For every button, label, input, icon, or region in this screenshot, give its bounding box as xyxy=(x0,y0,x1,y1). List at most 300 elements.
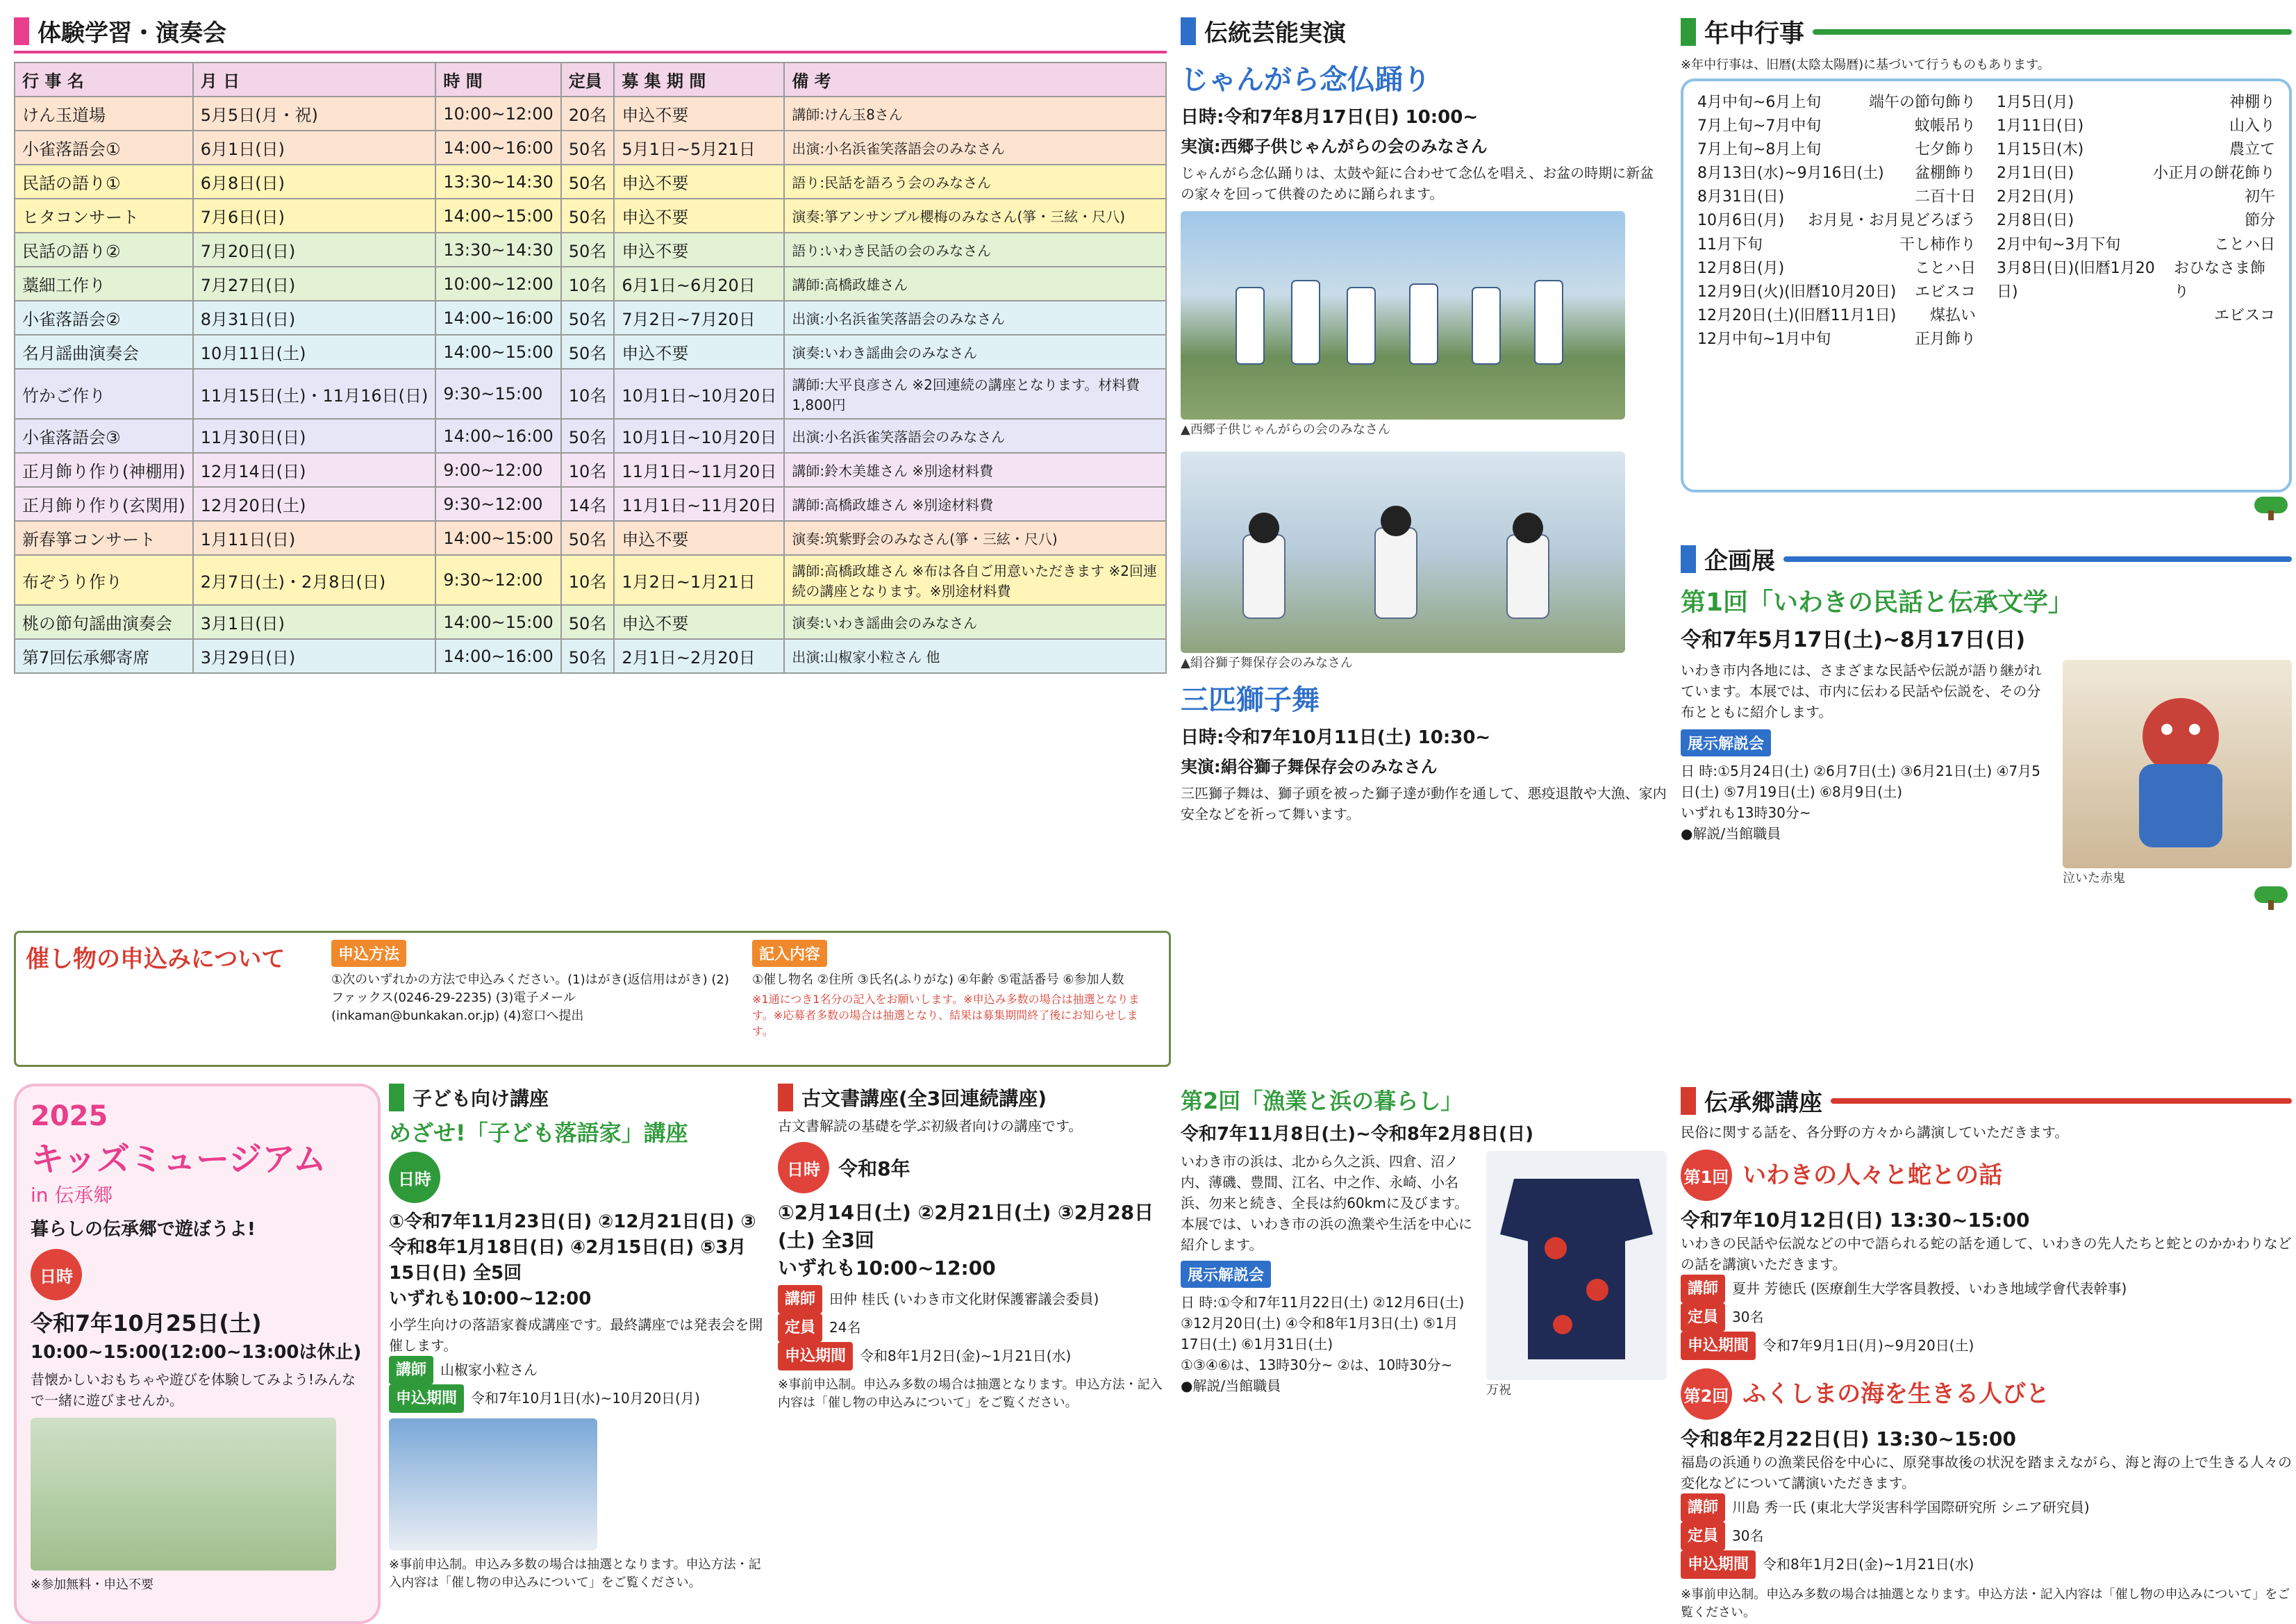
lecture-title: 伝承郷講座 xyxy=(1704,1089,1822,1117)
traditional-performance-panel xyxy=(1181,14,1667,1070)
table-cell: 演奏:いわき謡曲会のみなさん xyxy=(784,335,1166,369)
taiken-title: 体験学習・演奏会 xyxy=(38,19,226,47)
kodomo-photo xyxy=(389,1418,597,1550)
jangara-photo-figures xyxy=(1181,211,1625,420)
lecture-first-title: いわきの人々と蛇との話 xyxy=(1742,1161,2003,1189)
table-cell: 講師:高橋政雄さん xyxy=(784,267,1166,301)
heading-bar xyxy=(1783,556,2292,562)
table-cell: 14名 xyxy=(561,487,615,521)
table-cell: 14:00~15:00 xyxy=(435,199,560,233)
lecture-intro: 民俗に関する話を、各分野の方々から講演していただきます。 xyxy=(1681,1124,2069,1141)
table-cell: 講師:鈴木美雄さん ※別途材料費 xyxy=(784,453,1166,487)
annual-event-date: 8月13日(水)~9月16日(土) xyxy=(1697,165,1884,183)
exhibit2-period: 令和7年11月8日(土)~令和8年2月8日(日) xyxy=(1181,1124,1533,1145)
lecture-first xyxy=(1681,1150,2292,1360)
annual-event-date: 1月5日(月) xyxy=(1997,94,2074,111)
table-cell: 20名 xyxy=(561,97,615,131)
lecture-first-date: 令和7年10月12日(日) 13:30~15:00 xyxy=(1681,1209,2030,1232)
jangara-title: じゃんがら念仏踊り xyxy=(1181,64,1431,96)
lecture-first-body: いわきの民話や伝説などの中で語られる蛇の話を通して、いわきの先人たちと蛇とのかかわりなどの話を講演いただきます。 xyxy=(1681,1235,2292,1273)
shishi-performer: 実演:絹谷獅子舞保存会のみなさん xyxy=(1181,757,1438,777)
table-cell: 50名 xyxy=(561,165,615,199)
table-cell: 竹かご作り xyxy=(15,369,193,419)
exhibit2-lecture-dates: 日 時:①令和7年11月22日(土) ②12月6日(土) ③12月20日(土) ④令和8年1月3日(土) ⑤1月17日(土) ⑥1月31日(土) xyxy=(1181,1294,1465,1352)
table-cell: 9:30~12:00 xyxy=(435,555,560,605)
lecture-second-date: 令和8年2月22日(日) 13:30~15:00 xyxy=(1681,1427,2016,1450)
annual-event-item xyxy=(1697,115,1976,138)
annual-event-date: 12月9日(火)(旧暦10月20日) xyxy=(1697,283,1897,301)
annual-event-date: 12月20日(土)(旧暦11月1日) xyxy=(1697,306,1897,324)
jangara-performer: 実演:西郷子供じゃんがらの会のみなさん xyxy=(1181,137,1488,156)
shishi-title: 三匹獅子舞 xyxy=(1181,684,1320,716)
annual-event-item xyxy=(1997,304,2275,328)
table-cell: 出演:小名浜雀笑落語会のみなさん xyxy=(784,131,1166,165)
annual-event-date: 7月上旬~8月上旬 xyxy=(1697,141,1822,159)
table-cell: 7月2日~7月20日 xyxy=(614,301,784,335)
annual-event-date: 2月8日(日) xyxy=(1997,212,2074,230)
table-cell: 5月1日~5月21日 xyxy=(614,131,784,165)
annual-event-date: 2月1日(日) xyxy=(1997,165,2074,183)
table-cell: 10:00~12:00 xyxy=(435,267,560,301)
table-cell: 6月1日(日) xyxy=(193,131,436,165)
kids-museum-note: ※参加無料・申込不要 xyxy=(31,1577,154,1592)
table-cell: 6月8日(日) xyxy=(193,165,436,199)
lecture-first-cap-label: 定員 xyxy=(1681,1303,1725,1332)
table-row xyxy=(15,605,1166,639)
kodomo-body: 小学生向けの落語家養成講座です。最終講座では発表会を開催します。 xyxy=(389,1316,763,1354)
annual-event-name: 七夕飾り xyxy=(1914,141,1976,159)
exhibit2-photo-caption: 万祝 xyxy=(1486,1383,1511,1398)
table-row xyxy=(15,165,1166,199)
kodomo-panel xyxy=(389,1084,764,1618)
annual-event-date: 10月6日(月) xyxy=(1697,212,1785,230)
annual-event-date: 7月上旬~7月中旬 xyxy=(1697,117,1822,135)
table-cell: 12月20日(土) xyxy=(193,487,436,521)
table-row xyxy=(15,335,1166,369)
annual-event-item xyxy=(1697,138,1976,162)
exhibit2-lecture-label: 展示解説会 xyxy=(1181,1261,1271,1288)
lecture-first-cap: 30名 xyxy=(1732,1309,1764,1325)
komonjo-heading xyxy=(778,1084,1167,1111)
kids-museum-tagline: 暮らしの伝承郷で遊ぼうよ! xyxy=(31,1219,256,1240)
table-row xyxy=(15,555,1166,605)
kids-museum-body: 昔懐かしいおもちゃや遊びを体験してみよう!みんなで一緒に遊びませんか。 xyxy=(31,1371,356,1409)
lecture-first-lecturer: 夏井 芳徳氏 (医療創生大学客員教授、いわき地域学會代表幹事) xyxy=(1732,1280,2127,1297)
table-cell: 50名 xyxy=(561,605,615,639)
lecture-second-cap: 30名 xyxy=(1732,1527,1764,1544)
section-marker xyxy=(1681,18,1696,46)
exhibit2-lecture-by: ●解説/当館職員 xyxy=(1181,1377,1281,1394)
table-cell: 語り:民話を語ろう会のみなさん xyxy=(784,165,1166,199)
annual-event-date: 11月下旬 xyxy=(1697,235,1763,254)
table-cell: 7月20日(日) xyxy=(193,233,436,267)
table-cell: 正月飾り作り(玄関用) xyxy=(15,487,193,521)
exhibition-title: 企画展 xyxy=(1704,547,1775,575)
annual-event-item xyxy=(1697,233,1976,257)
exhibit1-photo xyxy=(2063,660,2292,868)
table-cell: 小雀落語会③ xyxy=(15,419,193,453)
lecture-heading xyxy=(1681,1084,2292,1118)
table-cell: 小雀落語会① xyxy=(15,131,193,165)
table-cell: 10名 xyxy=(561,369,615,419)
table-cell: 出演:小名浜雀笑落語会のみなさん xyxy=(784,419,1166,453)
table-cell: 1月2日~1月21日 xyxy=(614,555,784,605)
kids-museum-time: 10:00~15:00(12:00~13:00は休止) xyxy=(31,1342,362,1363)
exhibition-heading xyxy=(1681,542,2292,576)
annual-event-item xyxy=(1997,115,2275,138)
section-marker xyxy=(778,1084,793,1111)
kids-museum-subtitle: in 伝承郷 xyxy=(31,1184,113,1207)
table-cell: 11月1日~11月20日 xyxy=(614,453,784,487)
komonjo-dates: ①2月14日(土) ②2月21日(土) ③2月28日(土) 全3回 xyxy=(778,1201,1154,1252)
exhibit1-body: いわき市内各地には、さまざまな民話や伝説が語り継がれています。本展では、市内に伝わる民話や伝説を、その分布とともに紹介します。 xyxy=(1681,662,2042,720)
annual-event-item xyxy=(1697,281,1976,304)
table-cell: 14:00~16:00 xyxy=(435,639,560,673)
table-header-cell: 月 日 xyxy=(193,63,436,97)
table-cell: 申込不要 xyxy=(614,605,784,639)
table-cell: 3月1日(日) xyxy=(193,605,436,639)
shishi-caption: ▲絹谷獅子舞保存会のみなさん xyxy=(1181,656,1353,670)
komonjo-panel xyxy=(778,1084,1167,1618)
table-cell: 8月31日(日) xyxy=(193,301,436,335)
annual-event-item xyxy=(1697,209,1976,233)
annual-event-date: 8月31日(日) xyxy=(1697,188,1785,206)
apply-content: ①催し物名 ②住所 ③氏名(ふりがな) ④年齢 ⑤電話番号 ⑥参加人数 xyxy=(752,972,1124,987)
exhibit2-title: 第2回「漁業と浜の暮らし」 xyxy=(1181,1088,1463,1114)
exhibit1-lecture-label: 展示解説会 xyxy=(1681,729,1771,756)
annual-event-name: 干し柿作り xyxy=(1899,235,1976,254)
table-cell: 2月1日~2月20日 xyxy=(614,639,784,673)
table-row xyxy=(15,233,1166,267)
table-cell: 出演:山椒家小粒さん 他 xyxy=(784,639,1166,673)
table-cell: 藁細工作り xyxy=(15,267,193,301)
annual-event-date: 3月8日(日)(旧暦1月20日) xyxy=(1997,259,2155,301)
table-cell: 布ぞうり作り xyxy=(15,555,193,605)
lecture-first-badge: 第1回 xyxy=(1681,1150,1732,1201)
table-cell: 50名 xyxy=(561,301,615,335)
kodomo-time: いずれも10:00~12:00 xyxy=(389,1289,592,1309)
table-cell: 11月15日(土)・11月16日(日) xyxy=(193,369,436,419)
heading-bar xyxy=(1831,1098,2292,1104)
lecture-second-badge: 第2回 xyxy=(1681,1368,1732,1420)
annual-event-date: 4月中旬~6月上旬 xyxy=(1697,94,1822,111)
traditional-heading xyxy=(1181,14,1667,48)
annual-event-date: 12月中旬~1月中旬 xyxy=(1697,330,1831,348)
exhibit1-lecture-head xyxy=(1681,729,2049,756)
kodomo-date-badge: 日時 xyxy=(389,1152,440,1203)
lecture-second-cap-label: 定員 xyxy=(1681,1522,1725,1550)
table-cell: 50名 xyxy=(561,131,615,165)
komonjo-cap-label: 定員 xyxy=(778,1314,822,1342)
annual-event-name: 端午の節句飾り xyxy=(1868,94,1976,111)
table-cell: 14:00~15:00 xyxy=(435,605,560,639)
tree-icon xyxy=(2250,497,2292,520)
table-cell: 講師:高橋政雄さん ※別途材料費 xyxy=(784,487,1166,521)
table-row xyxy=(15,639,1166,673)
section-marker xyxy=(389,1084,404,1111)
komonjo-period-label: 申込期間 xyxy=(778,1342,853,1370)
section-marker xyxy=(1681,545,1696,573)
annual-event-name: 山入り xyxy=(2229,117,2275,135)
shishi-block xyxy=(1181,451,1667,825)
table-cell: 14:00~15:00 xyxy=(435,521,560,555)
table-cell: 小雀落語会② xyxy=(15,301,193,335)
table-cell: 6月1日~6月20日 xyxy=(614,267,784,301)
komonjo-note: ※事前申込制。申込み多数の場合は抽選となります。申込方法・記入内容は「催し物の申込みについて」をご覧ください。 xyxy=(778,1377,1163,1410)
kodomo-lecturer: 山椒家小粒さん xyxy=(440,1361,538,1378)
table-row xyxy=(15,369,1166,419)
table-cell: 第7回伝承郷寄席 xyxy=(15,639,193,673)
komonjo-cap: 24名 xyxy=(829,1319,861,1336)
table-cell: 11月30日(日) xyxy=(193,419,436,453)
section-marker xyxy=(1681,1087,1696,1115)
kodomo-heading xyxy=(389,1084,764,1111)
annual-event-name: 初午 xyxy=(2244,188,2275,206)
kids-museum-date-badge: 日時 xyxy=(31,1249,82,1300)
kodomo-period: 令和7年10月1日(水)~10月20日(月) xyxy=(471,1390,700,1407)
lecture-second-body: 福島の浜通りの漁業民俗を中心に、原発事故後の状況を踏まえながら、海と海の上で生きる人々の変化などについて講演いただきます。 xyxy=(1681,1454,2292,1491)
table-header-cell: 時 間 xyxy=(435,63,560,97)
komonjo-time: いずれも10:00~12:00 xyxy=(778,1257,996,1279)
table-row xyxy=(15,199,1166,233)
table-cell: 50名 xyxy=(561,233,615,267)
table-cell: 14:00~16:00 xyxy=(435,419,560,453)
table-cell: 申込不要 xyxy=(614,199,784,233)
table-row xyxy=(15,487,1166,521)
exhibit2-panel xyxy=(1181,1084,1667,1618)
annual-event-item xyxy=(1997,138,2275,162)
lecture-second xyxy=(1681,1368,2292,1579)
annual-event-item xyxy=(1697,328,1976,351)
annual-event-item xyxy=(1697,162,1976,185)
table-cell: 申込不要 xyxy=(614,521,784,555)
table-cell: 50名 xyxy=(561,335,615,369)
annual-event-name: 農立て xyxy=(2229,141,2275,159)
table-cell: 新春箏コンサート xyxy=(15,521,193,555)
exhibit1-period: 令和7年5月17日(土)~8月17日(日) xyxy=(1681,628,2026,652)
table-cell: 10名 xyxy=(561,453,615,487)
table-cell: 5月5日(月・祝) xyxy=(193,97,436,131)
lecture-second-period: 令和8年1月2日(金)~1月21日(水) xyxy=(1763,1556,1974,1573)
section-marker xyxy=(1181,17,1196,45)
shishi-date: 日時:令和7年10月11日(土) 10:30~ xyxy=(1181,727,1491,748)
annual-events-heading xyxy=(1681,14,2292,49)
table-body xyxy=(15,97,1166,673)
exhibition-panel xyxy=(1681,542,2292,1070)
annual-event-date: 2月2日(月) xyxy=(1997,188,2074,206)
table-cell: 50名 xyxy=(561,639,615,673)
lecture-second-lecturer-label: 講師 xyxy=(1681,1493,1725,1522)
table-cell: 1月11日(日) xyxy=(193,521,436,555)
heading-bar xyxy=(1813,29,2292,35)
annual-event-name: ことハ日 xyxy=(1914,259,1976,277)
table-cell: 9:30~12:00 xyxy=(435,487,560,521)
table-cell: 50名 xyxy=(561,521,615,555)
kids-museum-panel xyxy=(14,1084,381,1624)
table-cell: 13:30~14:30 xyxy=(435,165,560,199)
apply-title: 催し物の申込みについて xyxy=(26,945,285,973)
exhibit1-title: 第1回「いわきの民話と伝承文学」 xyxy=(1681,588,2074,617)
komonjo-intro: 古文書解読の基礎を学ぶ初級者向けの講座です。 xyxy=(778,1118,1083,1134)
annual-event-date: 12月8日(月) xyxy=(1697,259,1785,277)
lecture-second-period-label: 申込期間 xyxy=(1681,1550,1756,1579)
annual-event-item xyxy=(1997,233,2275,257)
lecture-first-period: 令和7年9月1日(月)~9月20日(土) xyxy=(1763,1337,1974,1354)
table-cell: 9:00~12:00 xyxy=(435,453,560,487)
exhibit1-lecture-dates: 日 時:①5月24日(土) ②6月7日(土) ③6月21日(土) ④7月5日(土) ⑤7月19日(土) ⑥8月9日(土) xyxy=(1681,763,2040,800)
kids-museum-title: キッズミュージアム xyxy=(31,1140,326,1179)
annual-events-panel xyxy=(1681,14,2292,521)
table-cell: 10月1日~10月20日 xyxy=(614,419,784,453)
lecture-second-title: ふくしまの海を生きる人びと xyxy=(1742,1379,2050,1408)
table-cell: 2月7日(土)・2月8日(日) xyxy=(193,555,436,605)
annual-event-name: 煤払い xyxy=(1929,306,1976,324)
annual-event-name: 節分 xyxy=(2244,212,2275,230)
table-cell: ヒタコンサート xyxy=(15,199,193,233)
table-row xyxy=(15,301,1166,335)
annual-event-name: 正月飾り xyxy=(1914,330,1976,348)
annual-event-name: おひなさま飾り xyxy=(2173,259,2265,301)
annual-event-name: 小正月の餅花飾り xyxy=(2152,165,2275,183)
komonjo-period: 令和8年1月2日(金)~1月21日(水) xyxy=(860,1348,1072,1364)
table-cell: 講師:大平良彦さん ※2回連続の講座となります。材料費1,800円 xyxy=(784,369,1166,419)
annual-event-item xyxy=(1997,209,2275,233)
taiken-heading xyxy=(14,14,1167,53)
table-header-row xyxy=(15,63,1166,97)
annual-event-item xyxy=(1697,257,1976,281)
exhibit1-lecture-time: いずれも13時30分~ xyxy=(1681,804,1811,821)
table-row xyxy=(15,97,1166,131)
kodomo-head: 子ども向け講座 xyxy=(413,1087,549,1110)
annual-event-item xyxy=(1697,304,1976,328)
annual-event-item xyxy=(1697,91,1976,115)
annual-event-date: 1月15日(木) xyxy=(1997,141,2084,159)
annual-events-list xyxy=(1697,91,2275,351)
table-header-cell: 備 考 xyxy=(784,63,1166,97)
table-cell: 14:00~16:00 xyxy=(435,131,560,165)
table-cell: 申込不要 xyxy=(614,335,784,369)
traditional-title: 伝統芸能実演 xyxy=(1204,19,1346,47)
table-row xyxy=(15,453,1166,487)
table-cell: けん玉道場 xyxy=(15,97,193,131)
lecture-panel xyxy=(1681,1084,2292,1618)
annual-events-title: 年中行事 xyxy=(1704,19,1805,48)
manaiwai-kimono-figure xyxy=(1486,1151,1667,1380)
exhibit1-photo-caption: 泣いた赤鬼 xyxy=(2063,871,2125,886)
kodomo-dates: ①令和7年11月23日(日) ②12月21日(日) ③令和8年1月18日(日) ④2月15日(日) ⑤3月15日(日) 全5回 xyxy=(389,1211,756,1284)
kodomo-title: めざせ!「子ども落語家」講座 xyxy=(389,1120,688,1146)
annual-event-date: 2月中旬~3月下旬 xyxy=(1997,235,2121,254)
table-cell: 10:00~12:00 xyxy=(435,97,560,131)
table-cell: 民話の語り② xyxy=(15,233,193,267)
table-cell: 申込不要 xyxy=(614,97,784,131)
annual-event-name: エビスコ xyxy=(1914,283,1976,301)
table-cell: 申込不要 xyxy=(614,233,784,267)
annual-event-date: 1月11日(日) xyxy=(1997,117,2084,135)
kodomo-note: ※事前申込制。申込み多数の場合は抽選となります。申込方法・記入内容は「催し物の申込みについて」をご覧ください。 xyxy=(389,1557,761,1590)
table-row xyxy=(15,521,1166,555)
komonjo-date-badge: 日時 xyxy=(778,1142,829,1193)
table-header-cell: 募 集 期 間 xyxy=(614,63,784,97)
lecture-second-lecturer: 川島 秀一氏 (東北大学災害科学国際研究所 シニア研究員) xyxy=(1732,1499,2090,1516)
annual-event-name: 二百十日 xyxy=(1914,188,1976,206)
exhibit2-body: いわき市の浜は、北から久之浜、四倉、沼ノ内、薄磯、豊間、江名、中之作、永崎、小名浜、勿来と続き、全長は約60kmに及びます。本展では、いわき市の浜の漁業や生活を中心に紹介します。 xyxy=(1181,1153,1472,1253)
table-header-cell: 定員 xyxy=(561,63,615,97)
table-cell: 14:00~15:00 xyxy=(435,335,560,369)
exhibit1-lecture-by: ●解説/当館職員 xyxy=(1681,825,1781,842)
kids-museum-photo xyxy=(31,1418,336,1571)
lecture-first-lecturer-label: 講師 xyxy=(1681,1275,1725,1303)
shishi-photo xyxy=(1181,451,1625,653)
annual-event-item xyxy=(1997,185,2275,209)
section-marker xyxy=(14,17,29,45)
table-cell: 11月1日~11月20日 xyxy=(614,487,784,521)
table-cell: 10名 xyxy=(561,555,615,605)
annual-events-box xyxy=(1681,78,2292,492)
table-cell: 7月27日(日) xyxy=(193,267,436,301)
jangara-caption: ▲西郷子供じゃんがらの会のみなさん xyxy=(1181,422,1390,437)
table-cell: 50名 xyxy=(561,419,615,453)
table-cell: 民話の語り① xyxy=(15,165,193,199)
annual-event-item xyxy=(1997,91,2275,115)
table-cell: 9:30~15:00 xyxy=(435,369,560,419)
table-cell: 申込不要 xyxy=(614,165,784,199)
annual-event-name: 盆棚飾り xyxy=(1914,165,1976,183)
annual-event-item xyxy=(1997,162,2275,185)
table-cell: 13:30~14:30 xyxy=(435,233,560,267)
table-cell: 演奏:いわき謡曲会のみなさん xyxy=(784,605,1166,639)
table-row xyxy=(15,131,1166,165)
annual-event-name: お月見・お月見どろぼう xyxy=(1807,212,1976,230)
shishi-photo-figures xyxy=(1181,451,1625,653)
table-cell: 講師:けん玉8さん xyxy=(784,97,1166,131)
annual-event-name: エビスコ xyxy=(2213,306,2275,324)
lecture-note: ※事前申込制。申込み多数の場合は抽選となります。申込方法・記入内容は「催し物の申込みについて」をご覧ください。 xyxy=(1681,1587,2290,1618)
tree-icon xyxy=(2250,886,2292,910)
table-row xyxy=(15,419,1166,453)
shishi-body: 三匹獅子舞は、獅子頭を被った獅子達が動作を通して、悪疫退散や大漁、家内安全などを祈って舞います。 xyxy=(1181,785,1667,822)
table-cell: 正月飾り作り(神棚用) xyxy=(15,453,193,487)
table-cell: 名月謡曲演奏会 xyxy=(15,335,193,369)
annual-event-item xyxy=(1697,185,1976,209)
exhibit2-lecture-time: ①③④⑥は、13時30分~ ②は、10時30分~ xyxy=(1181,1357,1453,1373)
komonjo-lecturer-label: 講師 xyxy=(778,1285,822,1314)
table-cell: 出演:小名浜雀笑落語会のみなさん xyxy=(784,301,1166,335)
jangara-date: 日時:令和7年8月17日(日) 10:00~ xyxy=(1181,107,1479,128)
apply-method: ①次のいずれかの方法で申込みください。(1)はがき(返信用はがき) (2)ファックス(0246-29-2235) (3)電子メール(inkaman@bunkakan.or.jp) (4)窓口へ提出 xyxy=(331,972,729,1023)
kids-museum-year: 2025 xyxy=(31,1100,108,1132)
lecture-first-period-label: 申込期間 xyxy=(1681,1332,1756,1360)
exhibit2-photo xyxy=(1486,1151,1667,1380)
table-cell: 12月14日(日) xyxy=(193,453,436,487)
table-cell: 演奏:箏アンサンブル櫻梅のみなさん(箏・三絃・尺八) xyxy=(784,199,1166,233)
annual-event-name: 蚊帳吊り xyxy=(1914,117,1976,135)
komonjo-title: 古文書講座(全3回連続講座) xyxy=(801,1087,1047,1110)
kodomo-lecturer-label: 講師 xyxy=(389,1356,433,1384)
komonjo-year: 令和8年 xyxy=(838,1157,910,1180)
annual-event-name: 神棚り xyxy=(2229,94,2275,111)
annual-event-item xyxy=(1997,257,2275,304)
table-cell: 桃の節句謡曲演奏会 xyxy=(15,605,193,639)
apply-content-label: 記入内容 xyxy=(752,940,827,967)
table-cell: 10月1日~10月20日 xyxy=(614,369,784,419)
table-cell: 10名 xyxy=(561,267,615,301)
kids-museum-date: 令和7年10月25日(土) xyxy=(31,1310,262,1336)
table-header-cell: 行 事 名 xyxy=(15,63,193,97)
table-cell: 7月6日(日) xyxy=(193,199,436,233)
red-oni-figure xyxy=(2063,660,2292,868)
table-cell: 10月11日(土) xyxy=(193,335,436,369)
